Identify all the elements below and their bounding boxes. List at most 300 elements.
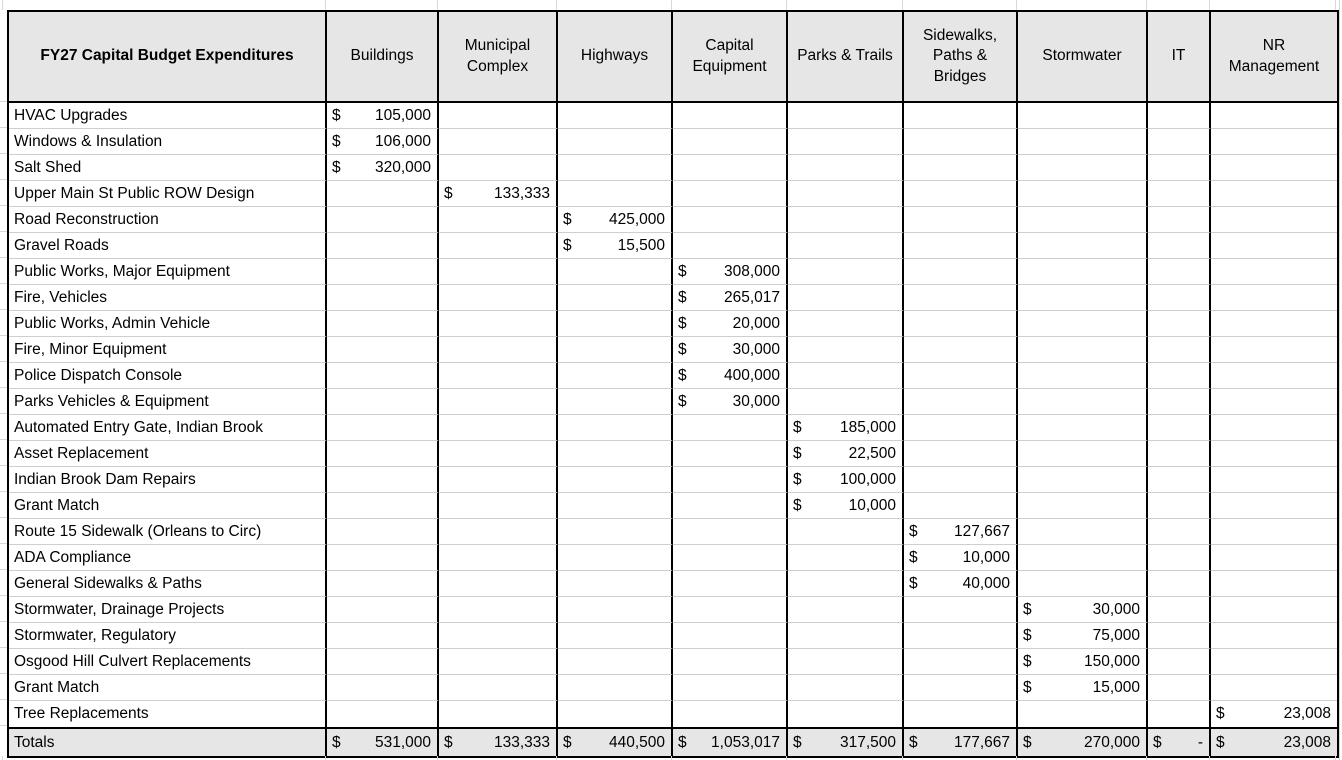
- empty-cell[interactable]: [558, 415, 673, 441]
- empty-cell[interactable]: [904, 259, 1018, 285]
- empty-cell[interactable]: [439, 623, 558, 649]
- gridline-stub: [0, 595, 7, 596]
- amount-value: 30,000: [732, 392, 780, 410]
- empty-cell[interactable]: [327, 467, 439, 493]
- empty-cell[interactable]: [1018, 363, 1148, 389]
- amount-value: -: [1197, 733, 1203, 751]
- empty-cell[interactable]: [558, 675, 673, 701]
- empty-cell[interactable]: [558, 493, 673, 519]
- amount-value: 22,500: [848, 444, 896, 462]
- empty-cell[interactable]: [1148, 337, 1211, 363]
- empty-cell[interactable]: [439, 207, 558, 233]
- empty-cell[interactable]: [558, 103, 673, 129]
- empty-cell[interactable]: [327, 519, 439, 545]
- empty-cell[interactable]: [1148, 493, 1211, 519]
- amount-cell[interactable]: [1018, 649, 1148, 675]
- empty-cell[interactable]: [1211, 155, 1337, 181]
- amount-cell[interactable]: [1018, 597, 1148, 623]
- empty-cell[interactable]: [1148, 597, 1211, 623]
- empty-cell[interactable]: [904, 233, 1018, 259]
- amount-cell[interactable]: [558, 207, 673, 233]
- empty-cell[interactable]: [904, 311, 1018, 337]
- amount-cell[interactable]: [558, 233, 673, 259]
- gridline-stub: [0, 127, 7, 128]
- empty-cell[interactable]: [904, 597, 1018, 623]
- totals-label-cell[interactable]: [9, 729, 327, 756]
- empty-cell[interactable]: [1148, 649, 1211, 675]
- table-row: [9, 207, 1337, 233]
- empty-cell[interactable]: [788, 207, 904, 233]
- row-label-cell[interactable]: [9, 571, 327, 597]
- empty-cell[interactable]: [558, 701, 673, 727]
- amount-cell[interactable]: [673, 363, 788, 389]
- gridline-stub: [0, 283, 7, 284]
- amount-cell[interactable]: [673, 389, 788, 415]
- amount-cell[interactable]: [1018, 623, 1148, 649]
- empty-cell[interactable]: [439, 103, 558, 129]
- empty-cell[interactable]: [558, 311, 673, 337]
- empty-cell[interactable]: [1018, 337, 1148, 363]
- dollar-sign: $: [909, 522, 918, 540]
- empty-cell[interactable]: [1148, 103, 1211, 129]
- total-amount-cell[interactable]: [673, 729, 788, 756]
- row-label: Parks Vehicles & Equipment: [14, 392, 209, 410]
- empty-cell[interactable]: [327, 259, 439, 285]
- column-header[interactable]: [788, 12, 904, 103]
- row-label-cell[interactable]: [9, 233, 327, 259]
- empty-cell[interactable]: [1148, 233, 1211, 259]
- amount-cell[interactable]: [904, 571, 1018, 597]
- empty-cell[interactable]: [1211, 233, 1337, 259]
- table-row: [9, 285, 1337, 311]
- empty-cell[interactable]: [1211, 129, 1337, 155]
- empty-cell[interactable]: [327, 675, 439, 701]
- empty-cell[interactable]: [439, 259, 558, 285]
- empty-cell[interactable]: [1148, 623, 1211, 649]
- empty-cell[interactable]: [673, 545, 788, 571]
- amount-value: 270,000: [1083, 733, 1140, 751]
- empty-cell[interactable]: [1148, 311, 1211, 337]
- empty-cell[interactable]: [1211, 259, 1337, 285]
- empty-cell[interactable]: [788, 545, 904, 571]
- empty-cell[interactable]: [1211, 103, 1337, 129]
- empty-cell[interactable]: [904, 363, 1018, 389]
- empty-cell[interactable]: [673, 155, 788, 181]
- gridline-stub: [0, 335, 7, 336]
- empty-cell[interactable]: [673, 415, 788, 441]
- gridline-stub: [325, 0, 326, 10]
- empty-cell[interactable]: [1211, 545, 1337, 571]
- column-header[interactable]: [904, 12, 1018, 103]
- empty-cell[interactable]: [327, 389, 439, 415]
- empty-cell[interactable]: [1148, 571, 1211, 597]
- total-amount-cell[interactable]: [439, 729, 558, 756]
- empty-cell[interactable]: [558, 155, 673, 181]
- row-label-cell[interactable]: [9, 129, 327, 155]
- empty-cell[interactable]: [1148, 259, 1211, 285]
- empty-cell[interactable]: [788, 597, 904, 623]
- empty-cell[interactable]: [1148, 519, 1211, 545]
- empty-cell[interactable]: [439, 337, 558, 363]
- row-label-cell[interactable]: [9, 545, 327, 571]
- empty-cell[interactable]: [673, 519, 788, 545]
- row-label: Police Dispatch Console: [14, 366, 183, 384]
- row-label-cell[interactable]: [9, 675, 327, 701]
- gridline-stub: [0, 465, 7, 466]
- empty-cell[interactable]: [904, 337, 1018, 363]
- gridline-stub: [1335, 0, 1336, 10]
- empty-cell[interactable]: [788, 103, 904, 129]
- row-label: Indian Brook Dam Repairs: [14, 470, 196, 488]
- empty-cell[interactable]: [673, 233, 788, 259]
- amount-cell[interactable]: [673, 311, 788, 337]
- empty-cell[interactable]: [558, 623, 673, 649]
- table-row: [9, 363, 1337, 389]
- empty-cell[interactable]: [673, 207, 788, 233]
- empty-cell[interactable]: [439, 493, 558, 519]
- empty-cell[interactable]: [327, 233, 439, 259]
- empty-cell[interactable]: [904, 285, 1018, 311]
- row-label-cell[interactable]: [9, 701, 327, 727]
- empty-cell[interactable]: [1211, 285, 1337, 311]
- empty-cell[interactable]: [904, 415, 1018, 441]
- empty-cell[interactable]: [1148, 467, 1211, 493]
- empty-cell[interactable]: [439, 675, 558, 701]
- empty-cell[interactable]: [558, 649, 673, 675]
- table-row: [9, 623, 1337, 649]
- empty-cell[interactable]: [327, 623, 439, 649]
- column-header-label: Buildings: [350, 47, 414, 65]
- row-label-cell[interactable]: [9, 155, 327, 181]
- empty-cell[interactable]: [439, 155, 558, 181]
- row-label: Salt Shed: [14, 158, 82, 176]
- empty-cell[interactable]: [558, 441, 673, 467]
- empty-cell[interactable]: [327, 441, 439, 467]
- row-label-cell[interactable]: [9, 337, 327, 363]
- empty-cell[interactable]: [1211, 441, 1337, 467]
- empty-cell[interactable]: [558, 259, 673, 285]
- empty-cell[interactable]: [904, 103, 1018, 129]
- amount-cell[interactable]: [788, 415, 904, 441]
- empty-cell[interactable]: [327, 597, 439, 623]
- empty-cell[interactable]: [1211, 415, 1337, 441]
- row-label-cell[interactable]: [9, 389, 327, 415]
- column-header[interactable]: [327, 12, 439, 103]
- empty-cell[interactable]: [904, 493, 1018, 519]
- empty-cell[interactable]: [1018, 467, 1148, 493]
- total-amount-cell[interactable]: [558, 729, 673, 756]
- empty-cell[interactable]: [788, 259, 904, 285]
- empty-cell[interactable]: [673, 467, 788, 493]
- amount-cell[interactable]: [327, 103, 439, 129]
- empty-cell[interactable]: [788, 675, 904, 701]
- empty-cell[interactable]: [327, 649, 439, 675]
- empty-cell[interactable]: [673, 103, 788, 129]
- empty-cell[interactable]: [439, 389, 558, 415]
- empty-cell[interactable]: [673, 129, 788, 155]
- empty-cell[interactable]: [1148, 545, 1211, 571]
- empty-cell[interactable]: [788, 129, 904, 155]
- amount-value: 75,000: [1092, 626, 1140, 644]
- gridline-stub: [1016, 0, 1017, 10]
- empty-cell[interactable]: [788, 389, 904, 415]
- total-amount-cell[interactable]: [1148, 729, 1211, 756]
- total-amount-cell[interactable]: [327, 729, 439, 756]
- empty-cell[interactable]: [439, 129, 558, 155]
- empty-cell[interactable]: [439, 571, 558, 597]
- empty-cell[interactable]: [788, 337, 904, 363]
- empty-cell[interactable]: [558, 181, 673, 207]
- total-amount-cell[interactable]: [788, 729, 904, 756]
- empty-cell[interactable]: [1018, 389, 1148, 415]
- empty-cell[interactable]: [673, 571, 788, 597]
- empty-cell[interactable]: [1211, 519, 1337, 545]
- empty-cell[interactable]: [1148, 129, 1211, 155]
- empty-cell[interactable]: [1018, 207, 1148, 233]
- dollar-sign: $: [678, 733, 687, 751]
- row-label: Asset Replacement: [14, 444, 149, 462]
- empty-cell[interactable]: [788, 363, 904, 389]
- empty-cell[interactable]: [327, 337, 439, 363]
- row-label-cell[interactable]: [9, 285, 327, 311]
- column-header[interactable]: [1148, 12, 1211, 103]
- empty-cell[interactable]: [904, 649, 1018, 675]
- empty-cell[interactable]: [788, 233, 904, 259]
- row-label-cell[interactable]: [9, 415, 327, 441]
- empty-cell[interactable]: [558, 129, 673, 155]
- row-label-cell[interactable]: [9, 363, 327, 389]
- empty-cell[interactable]: [1148, 181, 1211, 207]
- empty-cell[interactable]: [1148, 363, 1211, 389]
- column-header[interactable]: [439, 12, 558, 103]
- amount-cell[interactable]: [327, 155, 439, 181]
- empty-cell[interactable]: [439, 519, 558, 545]
- row-label-cell[interactable]: [9, 181, 327, 207]
- table-row: [9, 467, 1337, 493]
- empty-cell[interactable]: [1211, 207, 1337, 233]
- total-amount-cell[interactable]: [1018, 729, 1148, 756]
- empty-cell[interactable]: [1148, 285, 1211, 311]
- empty-cell[interactable]: [1018, 155, 1148, 181]
- empty-cell[interactable]: [788, 649, 904, 675]
- table-row: [9, 233, 1337, 259]
- row-label-cell[interactable]: [9, 649, 327, 675]
- empty-cell[interactable]: [439, 415, 558, 441]
- empty-cell[interactable]: [1148, 415, 1211, 441]
- empty-cell[interactable]: [904, 623, 1018, 649]
- amount-cell[interactable]: [673, 285, 788, 311]
- empty-cell[interactable]: [327, 493, 439, 519]
- empty-cell[interactable]: [904, 155, 1018, 181]
- table-row: [9, 701, 1337, 727]
- total-amount-cell[interactable]: [1211, 729, 1337, 756]
- empty-cell[interactable]: [439, 545, 558, 571]
- empty-cell[interactable]: [1148, 675, 1211, 701]
- total-amount-cell[interactable]: [904, 729, 1018, 756]
- empty-cell[interactable]: [904, 181, 1018, 207]
- empty-cell[interactable]: [558, 519, 673, 545]
- empty-cell[interactable]: [1148, 207, 1211, 233]
- empty-cell[interactable]: [1018, 103, 1148, 129]
- table-title-cell[interactable]: [9, 12, 327, 103]
- empty-cell[interactable]: [1018, 259, 1148, 285]
- empty-cell[interactable]: [558, 467, 673, 493]
- row-label-cell[interactable]: [9, 493, 327, 519]
- empty-cell[interactable]: [1148, 155, 1211, 181]
- empty-cell[interactable]: [327, 571, 439, 597]
- empty-cell[interactable]: [439, 363, 558, 389]
- empty-cell[interactable]: [1018, 181, 1148, 207]
- empty-cell[interactable]: [1211, 363, 1337, 389]
- amount-cell[interactable]: [788, 493, 904, 519]
- column-header[interactable]: [558, 12, 673, 103]
- empty-cell[interactable]: [439, 701, 558, 727]
- column-header[interactable]: [673, 12, 788, 103]
- empty-cell[interactable]: [788, 181, 904, 207]
- amount-cell[interactable]: [439, 181, 558, 207]
- dollar-sign: $: [563, 236, 572, 254]
- column-header[interactable]: [1211, 12, 1337, 103]
- amount-cell[interactable]: [673, 337, 788, 363]
- empty-cell[interactable]: [1018, 129, 1148, 155]
- empty-cell[interactable]: [673, 675, 788, 701]
- empty-cell[interactable]: [788, 623, 904, 649]
- empty-cell[interactable]: [439, 649, 558, 675]
- empty-cell[interactable]: [1211, 493, 1337, 519]
- empty-cell[interactable]: [327, 181, 439, 207]
- empty-cell[interactable]: [439, 311, 558, 337]
- empty-cell[interactable]: [788, 285, 904, 311]
- empty-cell[interactable]: [1211, 649, 1337, 675]
- column-header-label: Capital Equipment: [692, 37, 767, 75]
- row-label-cell[interactable]: [9, 467, 327, 493]
- empty-cell[interactable]: [1211, 181, 1337, 207]
- empty-cell[interactable]: [1018, 701, 1148, 727]
- empty-cell[interactable]: [1211, 675, 1337, 701]
- empty-cell[interactable]: [1018, 545, 1148, 571]
- empty-cell[interactable]: [673, 441, 788, 467]
- empty-cell[interactable]: [439, 597, 558, 623]
- empty-cell[interactable]: [673, 597, 788, 623]
- row-label-cell[interactable]: [9, 441, 327, 467]
- empty-cell[interactable]: [904, 701, 1018, 727]
- empty-cell[interactable]: [439, 233, 558, 259]
- empty-cell[interactable]: [558, 571, 673, 597]
- amount-cell[interactable]: [788, 467, 904, 493]
- row-label-cell[interactable]: [9, 259, 327, 285]
- empty-cell[interactable]: [1018, 519, 1148, 545]
- empty-cell[interactable]: [558, 285, 673, 311]
- empty-cell[interactable]: [558, 337, 673, 363]
- empty-cell[interactable]: [904, 207, 1018, 233]
- empty-cell[interactable]: [788, 155, 904, 181]
- empty-cell[interactable]: [439, 467, 558, 493]
- amount-cell[interactable]: [1211, 701, 1337, 727]
- empty-cell[interactable]: [327, 415, 439, 441]
- empty-cell[interactable]: [1018, 571, 1148, 597]
- empty-cell[interactable]: [1018, 493, 1148, 519]
- amount-cell[interactable]: [327, 129, 439, 155]
- row-label-cell[interactable]: [9, 623, 327, 649]
- empty-cell[interactable]: [558, 363, 673, 389]
- empty-cell[interactable]: [673, 649, 788, 675]
- empty-cell[interactable]: [673, 701, 788, 727]
- row-label: Gravel Roads: [14, 236, 109, 254]
- amount-value: 15,500: [617, 236, 665, 254]
- amount-cell[interactable]: [904, 519, 1018, 545]
- amount-cell[interactable]: [1018, 675, 1148, 701]
- amount-value: 440,500: [608, 733, 665, 751]
- empty-cell[interactable]: [788, 519, 904, 545]
- empty-cell[interactable]: [904, 467, 1018, 493]
- empty-cell[interactable]: [327, 701, 439, 727]
- row-label: Fire, Vehicles: [14, 288, 108, 306]
- empty-cell[interactable]: [558, 597, 673, 623]
- row-label-cell[interactable]: [9, 311, 327, 337]
- gridline-stub: [1146, 756, 1147, 760]
- empty-cell[interactable]: [558, 545, 673, 571]
- empty-cell[interactable]: [1211, 389, 1337, 415]
- empty-cell[interactable]: [1018, 441, 1148, 467]
- empty-cell[interactable]: [327, 363, 439, 389]
- row-label: Route 15 Sidewalk (Orleans to Circ): [14, 522, 262, 540]
- amount-cell[interactable]: [788, 441, 904, 467]
- empty-cell[interactable]: [1148, 701, 1211, 727]
- empty-cell[interactable]: [904, 389, 1018, 415]
- row-label-cell[interactable]: [9, 519, 327, 545]
- empty-cell[interactable]: [1018, 415, 1148, 441]
- empty-cell[interactable]: [788, 571, 904, 597]
- empty-cell[interactable]: [1211, 623, 1337, 649]
- empty-cell[interactable]: [788, 701, 904, 727]
- empty-cell[interactable]: [558, 389, 673, 415]
- empty-cell[interactable]: [673, 493, 788, 519]
- empty-cell[interactable]: [1211, 311, 1337, 337]
- empty-cell[interactable]: [1211, 597, 1337, 623]
- row-label-cell[interactable]: [9, 103, 327, 129]
- empty-cell[interactable]: [439, 441, 558, 467]
- amount-cell[interactable]: [673, 259, 788, 285]
- empty-cell[interactable]: [788, 311, 904, 337]
- empty-cell[interactable]: [673, 623, 788, 649]
- empty-cell[interactable]: [1148, 441, 1211, 467]
- dollar-sign: $: [678, 262, 687, 280]
- column-header[interactable]: [1018, 12, 1148, 103]
- gridline-stub: [325, 756, 326, 760]
- empty-cell[interactable]: [904, 129, 1018, 155]
- amount-cell[interactable]: [904, 545, 1018, 571]
- row-label-cell[interactable]: [9, 207, 327, 233]
- row-label-cell[interactable]: [9, 597, 327, 623]
- empty-cell[interactable]: [1018, 311, 1148, 337]
- empty-cell[interactable]: [1018, 285, 1148, 311]
- empty-cell[interactable]: [1018, 233, 1148, 259]
- empty-cell[interactable]: [904, 675, 1018, 701]
- empty-cell[interactable]: [1211, 571, 1337, 597]
- empty-cell[interactable]: [673, 181, 788, 207]
- empty-cell[interactable]: [327, 545, 439, 571]
- empty-cell[interactable]: [1148, 389, 1211, 415]
- table-row: [9, 311, 1337, 337]
- empty-cell[interactable]: [904, 441, 1018, 467]
- empty-cell[interactable]: [327, 207, 439, 233]
- empty-cell[interactable]: [439, 285, 558, 311]
- empty-cell[interactable]: [1211, 467, 1337, 493]
- empty-cell[interactable]: [1211, 337, 1337, 363]
- empty-cell[interactable]: [327, 285, 439, 311]
- row-label: Grant Match: [14, 496, 100, 514]
- empty-cell[interactable]: [327, 311, 439, 337]
